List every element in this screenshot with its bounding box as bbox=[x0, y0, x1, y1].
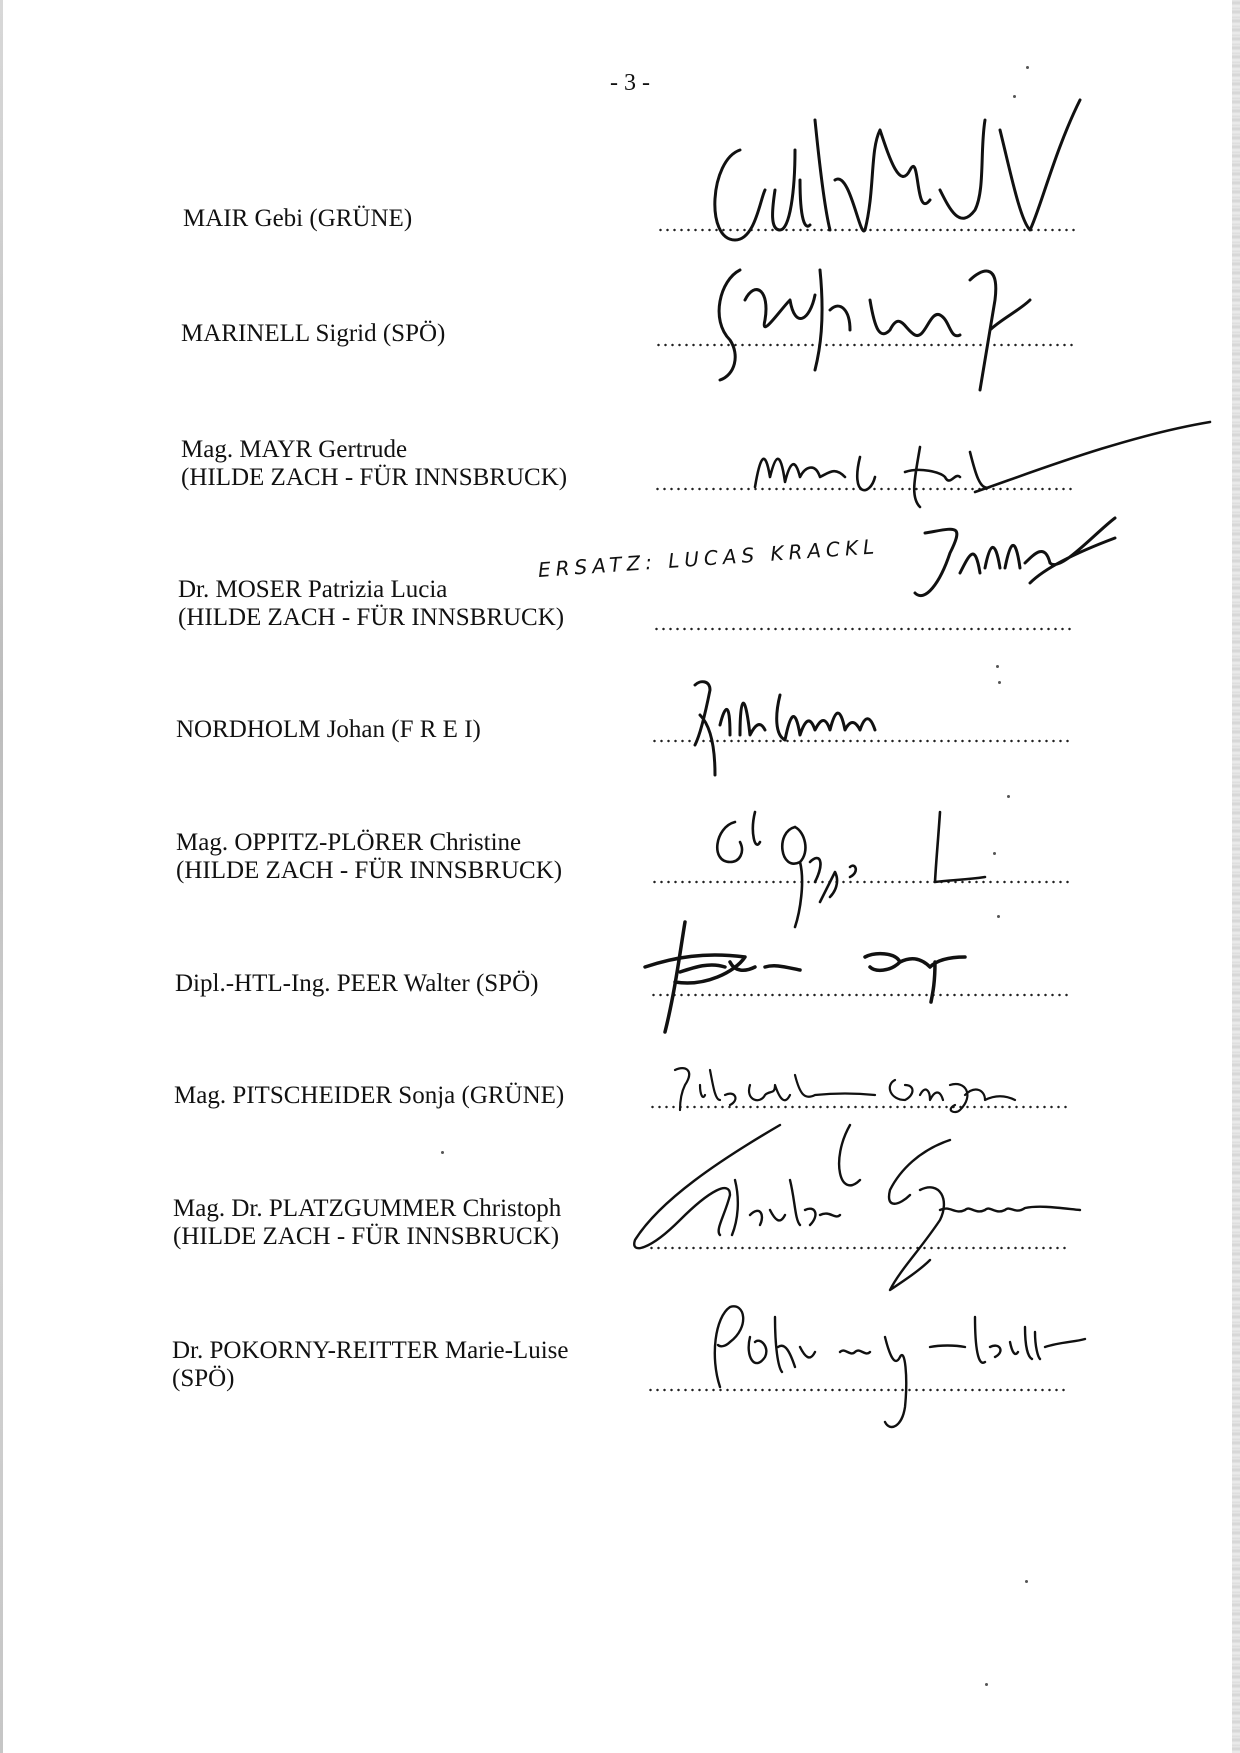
scan-speck bbox=[997, 915, 1000, 918]
member-name: NORDHOLM Johan (F R E I) bbox=[176, 716, 481, 743]
scan-speck bbox=[985, 1683, 988, 1686]
member-affiliation: (HILDE ZACH - FÜR INNSBRUCK) bbox=[176, 857, 563, 884]
scan-speck bbox=[998, 681, 1001, 684]
member-name: MARINELL Sigrid (SPÖ) bbox=[181, 320, 446, 347]
signature-line bbox=[653, 627, 1073, 631]
scan-speck bbox=[996, 665, 999, 668]
signature-peer bbox=[635, 912, 975, 1042]
member-affiliation: (HILDE ZACH - FÜR INNSBRUCK) bbox=[181, 464, 568, 491]
member-name: MAIR Gebi (GRÜNE) bbox=[183, 205, 413, 232]
substitute-annotation: ERSATZ: LUCAS KRACKL bbox=[537, 534, 880, 582]
member-name: Mag. PITSCHEIDER Sonja (GRÜNE) bbox=[174, 1082, 565, 1109]
page-number: - 3 - bbox=[610, 70, 650, 96]
member-affiliation: (HILDE ZACH - FÜR INNSBRUCK) bbox=[173, 1223, 560, 1250]
signature-nordholm bbox=[680, 675, 920, 785]
member-affiliation: (HILDE ZACH - FÜR INNSBRUCK) bbox=[178, 604, 565, 631]
member-name: Mag. Dr. PLATZGUMMER Christoph bbox=[173, 1195, 562, 1222]
member-name: Mag. OPPITZ-PLÖRER Christine bbox=[176, 829, 522, 856]
scan-edge-left bbox=[0, 0, 3, 1753]
scan-speck bbox=[1013, 95, 1016, 98]
signature-mayr bbox=[720, 417, 1240, 527]
member-name: Mag. MAYR Gertrude bbox=[181, 436, 408, 463]
member-name: Dipl.-HTL-Ing. PEER Walter (SPÖ) bbox=[175, 970, 539, 997]
signature-pokorny-reitter bbox=[690, 1297, 1090, 1447]
scan-speck bbox=[1026, 66, 1029, 69]
scan-edge-right bbox=[1232, 0, 1240, 1753]
signature-platzgummer bbox=[620, 1120, 1100, 1320]
signature-moser-substitute bbox=[905, 513, 1125, 623]
scan-speck bbox=[993, 852, 996, 855]
scan-speck bbox=[1025, 1580, 1028, 1583]
member-name: Dr. MOSER Patrizia Lucia bbox=[178, 576, 448, 603]
member-affiliation: (SPÖ) bbox=[172, 1365, 235, 1392]
signature-marinell bbox=[700, 240, 1040, 400]
member-name: Dr. POKORNY-REITTER Marie-Luise bbox=[172, 1337, 569, 1364]
scan-speck bbox=[1007, 795, 1010, 798]
scan-speck bbox=[441, 1151, 444, 1154]
